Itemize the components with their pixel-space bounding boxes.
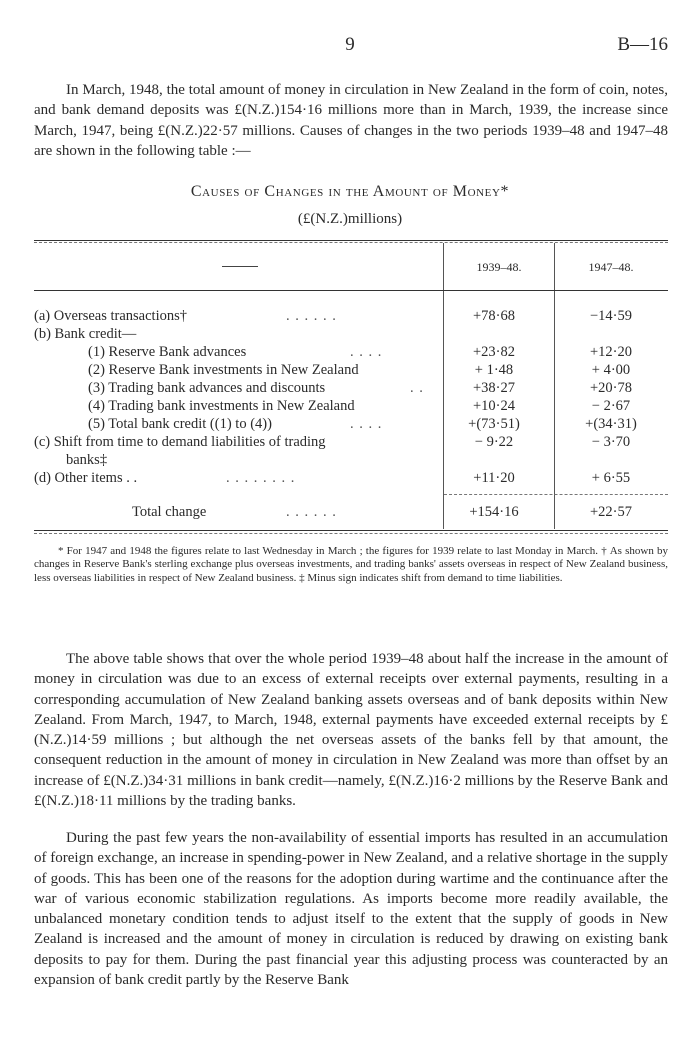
leader-dots: . . . . . .: [286, 504, 337, 520]
column-header-1947-48: 1947–48.: [588, 260, 634, 274]
value-1939-48: +23·82: [472, 344, 515, 360]
intro-paragraph: In March, 1948, the total amount of money in circulation in New Zealand in the form of coin, notes, and bank demand deposits was £(N.Z.)154·16 millions more than in March, 1939, the increase since March, 1947, being £(N.Z.)22·57 millions. Causes of changes in the two periods 1939–48 and 1947–48 are shown in the following table :—: [34, 82, 668, 159]
leader-dots: . . . .: [350, 416, 383, 432]
row-label: (b) Bank credit—: [34, 326, 137, 342]
value-1939-48: +154·16: [469, 504, 519, 520]
body-paragraph: During the past few years the non-availability of essential imports has resulted in an accumulation of foreign exchange, an increase in spending-power in New Zealand, and a relative shortage in the supply of goods. This has been one of the reasons for the adoption during wartime and the continuance after the war of various economic stabilization regulations. As imports become more readily available, the unbalanced monetary condition tends to adjust itself to the extent that the supply of goods in New Zealand is increased and the amount of money in circulation is reduced by drawing on existing bank deposits to pay for them. During the past financial year this adjusting process was counteracted by an expansion of bank credit partly by the Reserve Bank: [34, 830, 668, 989]
table-row-overseas-transactions: [0, 307, 700, 325]
table-bottom-rule: [34, 530, 668, 531]
value-1939-48: +11·20: [473, 470, 515, 486]
row-label: (1) Reserve Bank advances: [88, 344, 247, 360]
value-1947-48: +(34·31): [585, 416, 637, 432]
leader-dots: . . . .: [350, 344, 383, 360]
value-1939-48: +(73·51): [468, 416, 520, 432]
table-row-shift-time-to-demand: [0, 433, 700, 451]
table-row-reserve-bank-investments: [0, 361, 700, 379]
table-row-bank-credit: [0, 325, 700, 343]
header-bottom-rule: [34, 290, 668, 291]
value-1947-48: +12·20: [589, 344, 632, 360]
column-header-1939-48: 1939–48.: [476, 260, 522, 274]
table-top-rule: [34, 240, 668, 241]
value-1947-48: − 2·67: [591, 398, 631, 414]
stub-header-dash: [222, 266, 258, 267]
table-title: Causes of Changes in the Amount of Money*: [190, 183, 510, 200]
leader-dots: . .: [410, 380, 424, 396]
value-1939-48: +10·24: [472, 398, 515, 414]
value-1947-48: + 4·00: [591, 362, 631, 378]
row-label: banks‡: [66, 452, 108, 468]
body-paragraph: The above table shows that over the whole period 1939–48 about half the increase in the amount of money in circulation was due to an excess of external receipts over external payments, resulting in a corresponding accumulation of New Zealand banking assets overseas and of bank deposits within New Zealand. From March, 1947, to March, 1948, external payments have exceeded external receipts by £(N.Z.)14·59 millions ; but although the net overseas assets of the banks fell by that amount, the consequent reduction in the amount of money in circulation in New Zealand was more than offset by an increase of £(N.Z.)34·31 millions in bank credit—namely, £(N.Z.)16·2 millions by the Reserve Bank and £(N.Z.)18·11 millions by the trading banks.: [34, 651, 668, 810]
row-label: (2) Reserve Bank investments in New Zealand: [88, 362, 359, 378]
total-rule: [444, 494, 668, 495]
table-bottom-rule-inner: [34, 533, 668, 534]
page-number: 9: [345, 34, 355, 55]
row-label: (3) Trading bank advances and discounts: [88, 380, 326, 396]
value-1939-48: + 1·48: [474, 362, 514, 378]
leader-dots: . . . . . .: [286, 308, 337, 324]
row-label: (a) Overseas transactions†: [34, 308, 187, 324]
row-label: (d) Other items . .: [34, 470, 138, 486]
leader-dots: . . . . . . . .: [226, 470, 296, 486]
table-units: (£(N.Z.)millions): [297, 211, 403, 227]
document-reference: B—16: [617, 34, 668, 55]
value-1939-48: − 9·22: [474, 434, 514, 450]
table-row-other-items: [0, 469, 700, 487]
table-top-rule-inner: [34, 242, 668, 243]
value-1939-48: +38·27: [472, 380, 515, 396]
table-row-trading-bank-advances: [0, 379, 700, 397]
value-1939-48: +78·68: [472, 308, 515, 324]
table-footnote: * For 1947 and 1948 the figures relate to last Wednesday in March ; the figures for 1939 relate to last Monday in March. † As shown by changes in Reserve Bank's sterling exchange plus overseas investments, and trading banks' assets overseas in respect of New Zealand business, less overseas liabilities in respect of New Zealand business. ‡ Minus sign indicates shift from demand to time liabilities.: [34, 545, 668, 584]
table-row-total-bank-credit: [0, 415, 700, 433]
table-row-total-change: [0, 503, 700, 521]
value-1947-48: +20·78: [589, 380, 632, 396]
table-row-reserve-bank-advances: [0, 343, 700, 361]
row-label: (5) Total bank credit ((1) to (4)): [88, 416, 272, 432]
value-1947-48: −14·59: [589, 308, 632, 324]
value-1947-48: +22·57: [589, 504, 632, 520]
value-1947-48: − 3·70: [591, 434, 631, 450]
row-label: (4) Trading bank investments in New Zealand: [88, 398, 355, 414]
row-label: (c) Shift from time to demand liabilities of trading: [34, 434, 326, 450]
table-row-shift-continued: [0, 451, 700, 469]
table-row-trading-bank-investments: [0, 397, 700, 415]
row-label: Total change: [132, 504, 207, 520]
value-1947-48: + 6·55: [591, 470, 631, 486]
